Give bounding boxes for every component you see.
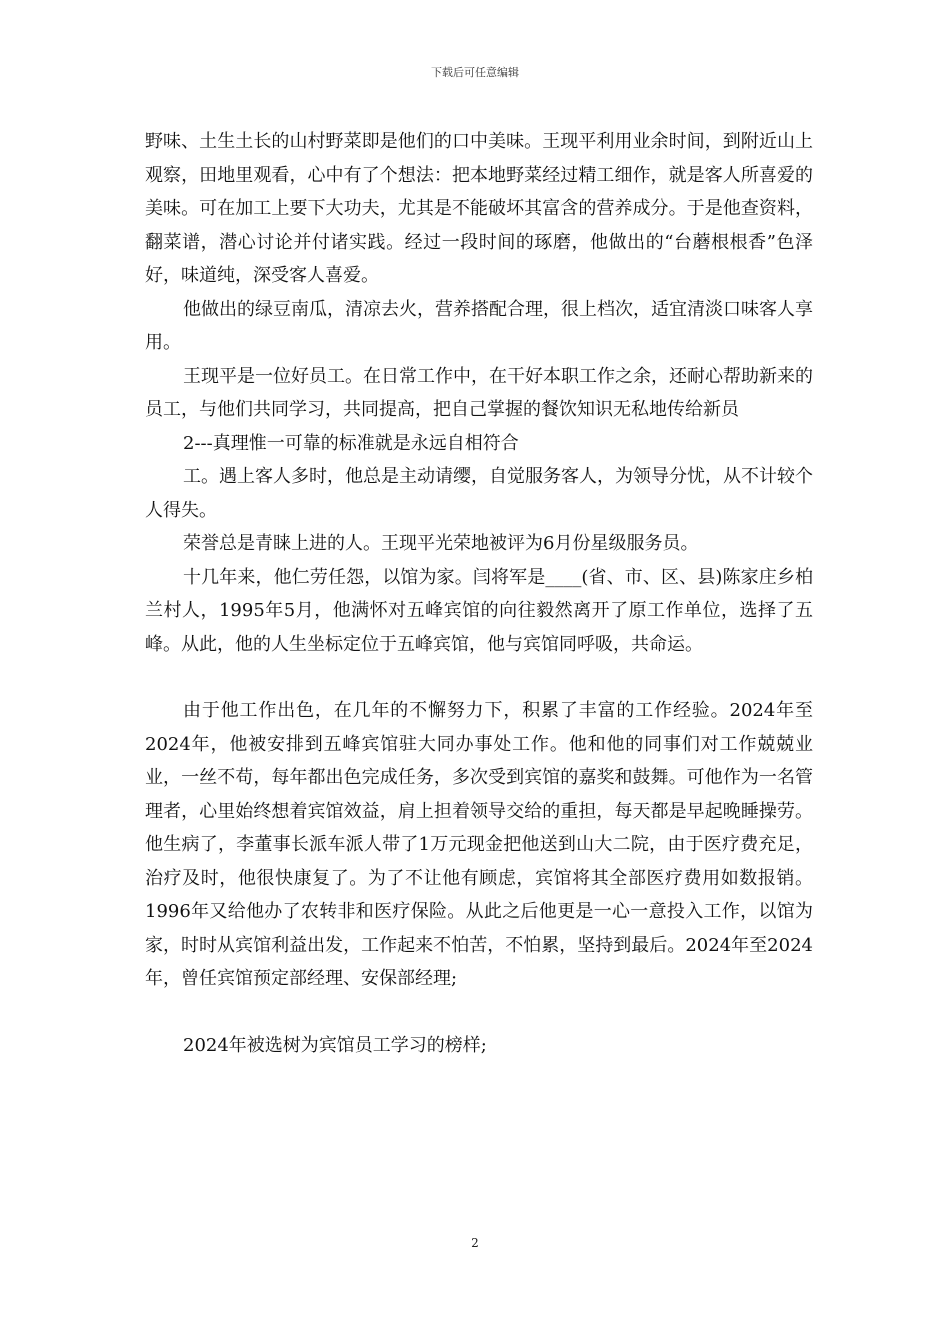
page-number: 2	[471, 1236, 479, 1250]
paragraph-work-experience: 由于他工作出色，在几年的不懈努力下，积累了丰富的工作经验。2024年至2024年，他被安排到五峰宾馆驻大同办事处工作。他和他的同事们对工作兢兢业业，一丝不苟，每年都出色完成任务，多次受到宾馆的嘉奖和鼓舞。可他作为一名管理者，心里始终想着宾馆效益，肩上担着领导交给的重担，每天都是早起晚睡操劳。他生病了，李董事长派车派人带了1万元现金把他送到山大二院，由于医疗费充足，治疗及时，他很快康复了。为了不让他有顾虑，宾馆将其全部医疗费用如数报销。1996年又给他办了农转非和医疗保险。从此之后他更是一心一意投入工作，以馆为家，时时从宾馆利益出发，工作起来不怕苦，不怕累，坚持到最后。2024年至2024年，曾任宾馆预定部经理、安保部经理;	[145, 700, 813, 989]
page-header: 下载后可任意编辑	[431, 66, 519, 79]
paragraph-decade-service: 十几年来，他仁劳任怨，以馆为家。闫将军是____(省、市、区、县)陈家庄乡柏兰村人，1995年5月，他满怀对五峰宾馆的向往毅然离开了原工作单位，选择了五峰。从此，他的人生坐标定位于五峰宾馆，他与宾馆同呼吸，共命运。	[145, 566, 813, 655]
paragraph-serve-guests: 工。遇上客人多时，他总是主动请缨，自觉服务客人，为领导分忧，从不计较个人得失。	[145, 466, 813, 521]
paragraph-quote-line: 2---真理惟一可靠的标准就是永远自相符合	[183, 432, 519, 454]
paragraph-role-model: 2024年被选树为宾馆员工学习的榜样;	[183, 1034, 487, 1056]
document-body	[145, 125, 813, 1062]
paragraph-honor: 荣誉总是青睐上进的人。王现平光荣地被评为6月份星级服务员。	[183, 533, 699, 554]
paragraph-wild-vegetables: 野味、土生土长的山村野菜即是他们的口中美味。王现平利用业余时间，到附近山上观察，田地里观看，心中有了个想法：把本地野菜经过精工细作，就是客人所喜爱的美味。可在加工上要下大功夫，尤其是不能破坏其富含的营养成分。于是他查资料，翻菜谱，潜心讨论并付诸实践。经过一段时间的琢磨，他做出的“台蘑根根香”色泽好，味道纯，深受客人喜爱。	[145, 131, 813, 286]
paragraph-mung-bean-pumpkin: 他做出的绿豆南瓜，清凉去火，营养搭配合理，很上档次，适宜清淡口味客人享用。	[145, 298, 813, 353]
paragraph-good-employee: 王现平是一位好员工。在日常工作中，在干好本职工作之余，还耐心帮助新来的员工，与他们共同学习，共同提高，把自己掌握的餐饮知识无私地传给新员	[145, 365, 813, 420]
